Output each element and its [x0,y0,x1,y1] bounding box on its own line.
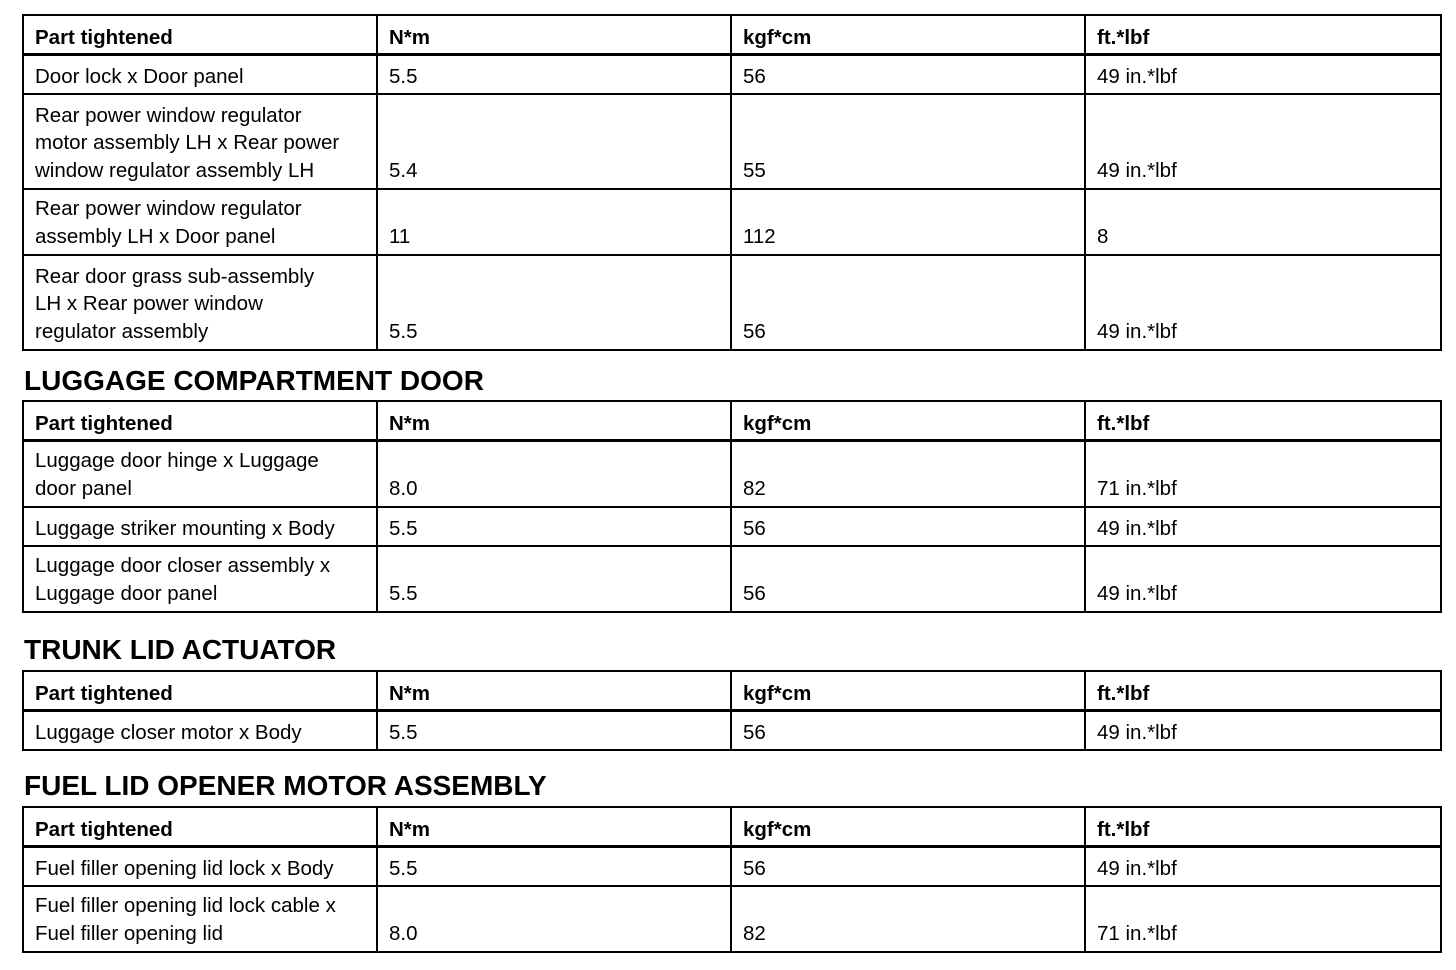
nm-cell: 5.5 [377,507,731,546]
part-line: Rear power window regulator [35,197,302,220]
part-line: Fuel filler opening lid lock x Body [35,856,334,880]
part-line: Fuel filler opening lid lock cable x [35,894,336,917]
trunk-lid-torque-table [22,670,1442,751]
table-header-row [23,401,1441,441]
nm-cell: 11 [377,189,731,255]
column-header-part: Part tightened [23,15,377,55]
luggage-door-torque-table [22,400,1442,613]
table-header-row [23,807,1441,847]
column-header-kgfcm: kgf*cm [731,15,1085,55]
part-cell [23,847,377,887]
ftlbf-cell: 49 in.*lbf [1085,94,1441,189]
part-line: Luggage closer motor x Body [35,720,302,744]
column-header-ftlbf: ft.*lbf [1085,15,1441,55]
section-heading-fuel: FUEL LID OPENER MOTOR ASSEMBLY [24,770,547,801]
table-row [23,886,1441,952]
nm-cell: 8.0 [377,441,731,508]
kgfcm-cell: 55 [731,94,1085,189]
kgfcm-cell: 56 [731,847,1085,887]
part-cell [23,55,377,95]
fuel-lid-torque-table [22,806,1442,953]
ftlbf-cell: 71 in.*lbf [1085,886,1441,952]
part-cell [23,189,377,255]
column-header-nm: N*m [377,807,731,847]
column-header-ftlbf: ft.*lbf [1085,401,1441,441]
part-cell [23,255,377,350]
nm-cell: 5.5 [377,546,731,612]
part-line: Door lock x Door panel [35,64,244,88]
kgfcm-cell: 82 [731,886,1085,952]
part-cell [23,546,377,612]
part-line: Fuel filler opening lid [35,921,224,945]
table-row [23,711,1441,751]
nm-cell: 5.5 [377,847,731,887]
kgfcm-cell: 56 [731,55,1085,95]
column-header-ftlbf: ft.*lbf [1085,807,1441,847]
column-header-nm: N*m [377,401,731,441]
ftlbf-cell: 49 in.*lbf [1085,255,1441,350]
table-row [23,847,1441,887]
column-header-part: Part tightened [23,671,377,711]
rear-door-torque-table [22,14,1442,351]
column-header-kgfcm: kgf*cm [731,807,1085,847]
ftlbf-cell: 49 in.*lbf [1085,507,1441,546]
table-row [23,94,1441,189]
column-header-kgfcm: kgf*cm [731,671,1085,711]
column-header-ftlbf: ft.*lbf [1085,671,1441,711]
nm-cell: 5.5 [377,711,731,751]
table-row [23,255,1441,350]
part-line: door panel [35,476,132,500]
part-cell [23,441,377,508]
table-header-row [23,15,1441,55]
column-header-nm: N*m [377,15,731,55]
part-line: Rear power window regulator [35,103,302,127]
part-line: Luggage striker mounting x Body [35,516,335,540]
nm-cell: 8.0 [377,886,731,952]
ftlbf-cell: 49 in.*lbf [1085,546,1441,612]
table-row [23,55,1441,95]
part-line: motor assembly LH x Rear power [35,131,340,154]
part-cell [23,507,377,546]
ftlbf-cell: 49 in.*lbf [1085,55,1441,95]
kgfcm-cell: 56 [731,255,1085,350]
ftlbf-cell: 49 in.*lbf [1085,711,1441,751]
nm-cell: 5.5 [377,55,731,95]
part-line: Rear door grass sub-assembly [35,264,315,288]
column-header-part: Part tightened [23,807,377,847]
ftlbf-cell: 8 [1085,189,1441,255]
part-line: Luggage door panel [35,581,218,605]
part-line: Luggage door closer assembly x [35,554,331,577]
part-line: LH x Rear power window [35,292,263,315]
nm-cell: 5.4 [377,94,731,189]
table-row [23,546,1441,612]
kgfcm-cell: 56 [731,711,1085,751]
kgfcm-cell: 82 [731,441,1085,508]
nm-cell: 5.5 [377,255,731,350]
ftlbf-cell: 49 in.*lbf [1085,847,1441,887]
section-heading-trunk: TRUNK LID ACTUATOR [24,634,337,665]
part-line: Luggage door hinge x Luggage [35,449,319,472]
kgfcm-cell: 56 [731,507,1085,546]
part-cell [23,886,377,952]
part-line: assembly LH x Door panel [35,224,276,248]
part-line: regulator assembly [35,319,209,343]
part-cell [23,711,377,751]
part-line: window regulator assembly LH [35,158,315,182]
ftlbf-cell: 71 in.*lbf [1085,441,1441,508]
part-cell [23,94,377,189]
column-header-kgfcm: kgf*cm [731,401,1085,441]
kgfcm-cell: 56 [731,546,1085,612]
table-header-row [23,671,1441,711]
table-row [23,189,1441,255]
kgfcm-cell: 112 [731,189,1085,255]
column-header-part: Part tightened [23,401,377,441]
column-header-nm: N*m [377,671,731,711]
table-row [23,441,1441,508]
table-row [23,507,1441,546]
section-heading-luggage: LUGGAGE COMPARTMENT DOOR [24,365,484,396]
